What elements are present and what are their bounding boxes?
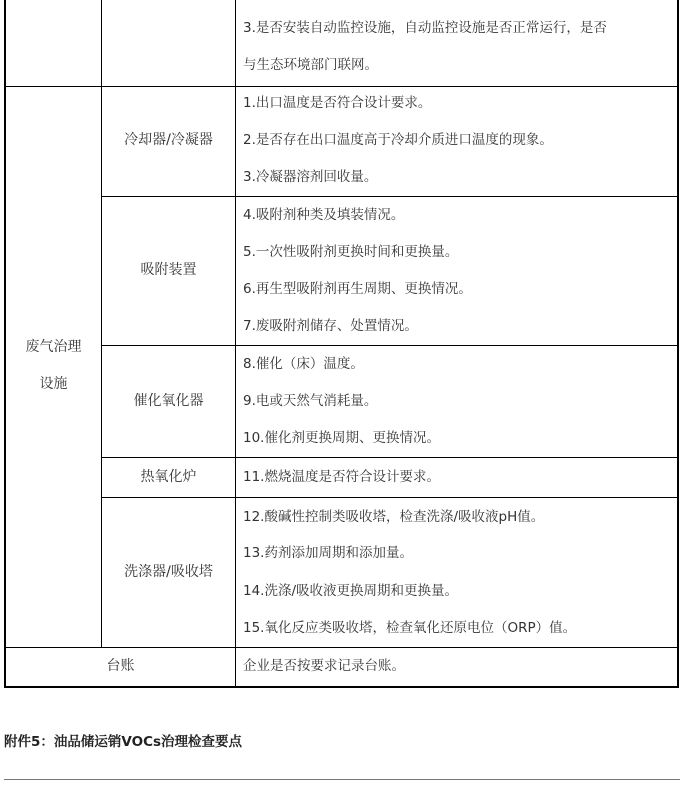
ledger-text: 企业是否按要求记录台账。 [243, 658, 405, 674]
row-divider-g2 [101, 345, 679, 346]
ledger-label: 台账 [106, 658, 135, 674]
col-divider-2 [235, 0, 236, 687]
item-7: 7.废吸附剂储存、处置情况。 [243, 318, 418, 334]
group-name-cooler: 冷却器/冷凝器 [124, 132, 213, 148]
item-13: 13.药剂添加周期和添加量。 [243, 545, 413, 561]
row-divider-top [4, 86, 679, 87]
item-9: 9.电或天然气消耗量。 [243, 393, 378, 409]
item-12: 12.酸碱性控制类吸收塔，检查洗涤/吸收液pH值。 [243, 509, 545, 525]
table-border-bottom [4, 686, 679, 688]
item-11: 11.燃烧温度是否符合设计要求。 [243, 469, 440, 485]
item-6: 6.再生型吸附剂再生周期、更换情况。 [243, 281, 472, 297]
item-5: 5.一次性吸附剂更换时间和更换量。 [243, 244, 459, 260]
group-name-catalytic: 催化氧化器 [133, 393, 204, 409]
appendix-heading: 附件5：油品储运销VOCs治理检查要点 [4, 734, 243, 750]
item-4: 4.吸附剂种类及填装情况。 [243, 207, 405, 223]
row-divider-g3 [101, 457, 679, 458]
divider [4, 779, 680, 780]
item-8: 8.催化（床）温度。 [243, 356, 364, 372]
group-name-adsorber: 吸附装置 [140, 262, 197, 278]
item-1: 1.出口温度是否符合设计要求。 [243, 95, 432, 111]
top-row-text-1: 3.是否安装自动监控设施，自动监控设施是否正常运行，是否 [243, 20, 607, 36]
item-10: 10.催化剂更换周期、更换情况。 [243, 430, 440, 446]
item-15: 15.氧化反应类吸收塔，检查氧化还原电位（ORP）值。 [243, 620, 577, 636]
section-label-line2: 设施 [39, 376, 68, 392]
row-divider-g4 [101, 497, 679, 498]
item-3: 3.冷凝器溶剂回收量。 [243, 169, 378, 185]
table-border-right [677, 0, 679, 688]
item-14: 14.洗涤/吸收液更换周期和更换量。 [243, 583, 459, 599]
section-label-line1: 废气治理 [25, 339, 82, 355]
top-row-text-2: 与生态环境部门联网。 [243, 57, 378, 73]
row-divider-ledger [4, 647, 679, 648]
row-divider-g1 [101, 196, 679, 197]
item-2: 2.是否存在出口温度高于冷却介质进口温度的现象。 [243, 132, 553, 148]
group-name-scrubber: 洗涤器/吸收塔 [124, 564, 213, 580]
group-name-thermal: 热氧化炉 [140, 469, 197, 485]
col-divider-1 [101, 0, 102, 86]
